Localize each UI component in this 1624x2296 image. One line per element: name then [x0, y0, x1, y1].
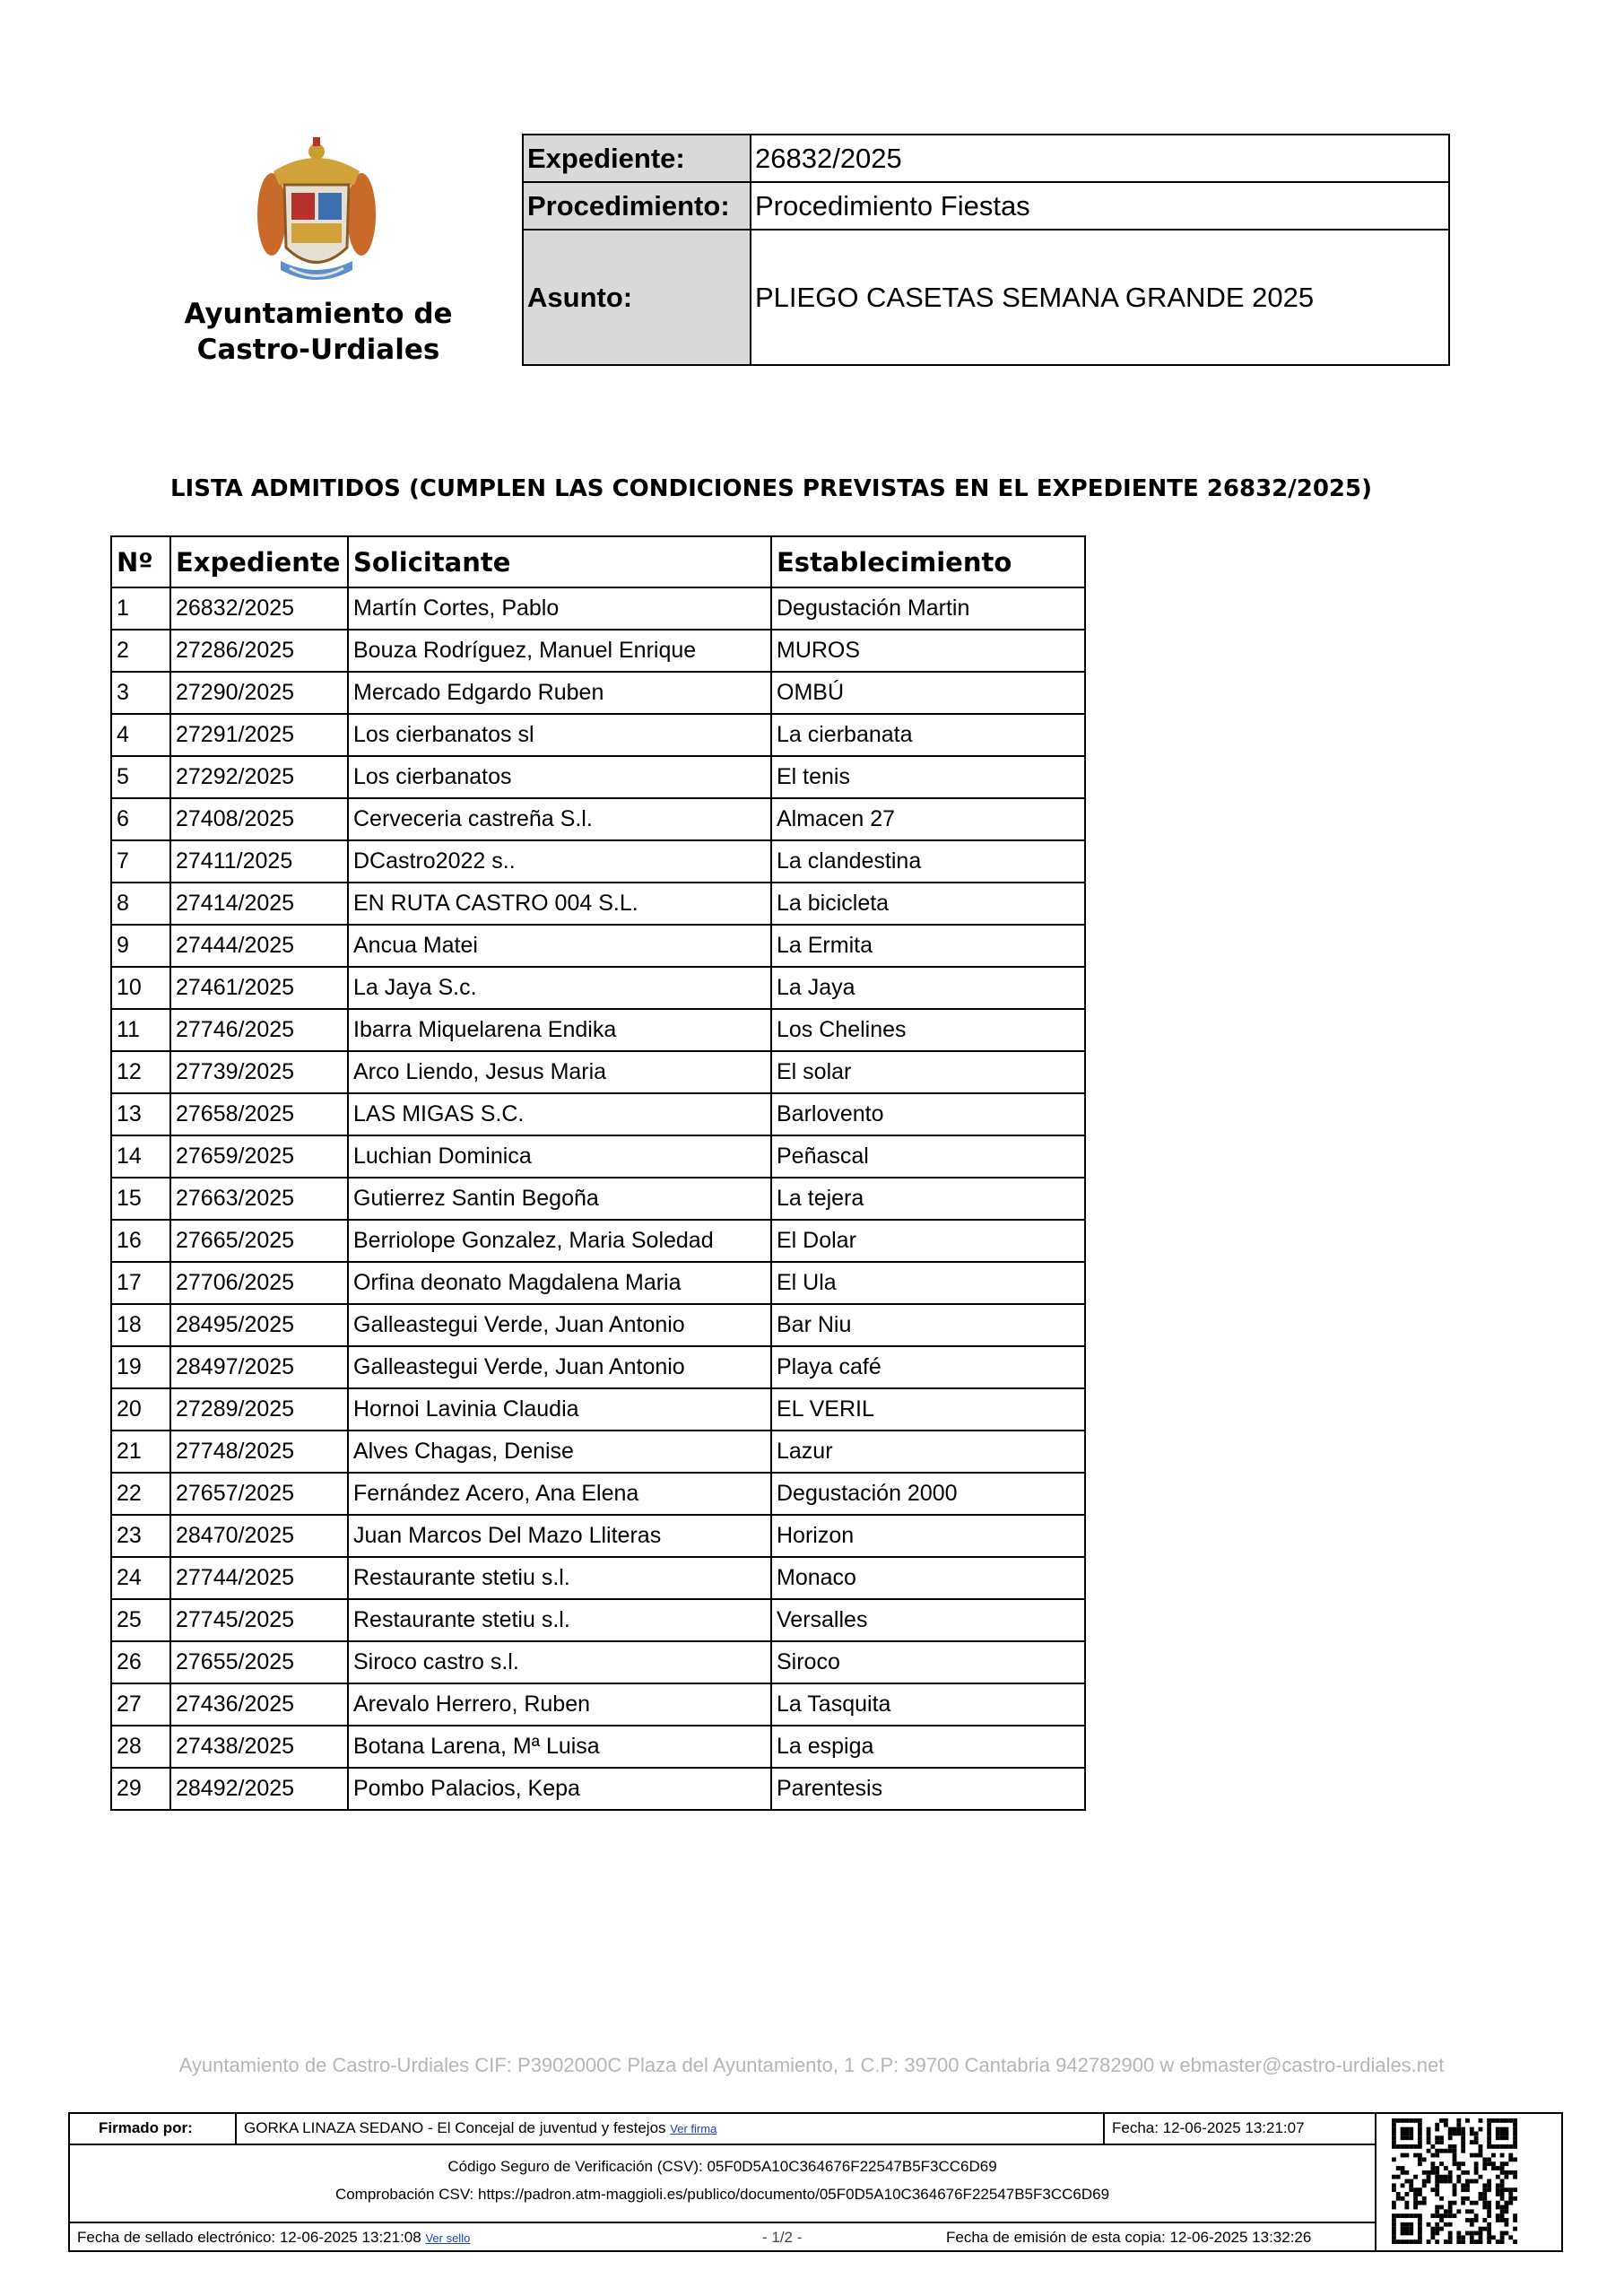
header-label: Expediente:: [523, 135, 751, 182]
row-solicitante: Restaurante stetiu s.l.: [348, 1599, 771, 1641]
row-number: 15: [111, 1178, 170, 1220]
row-solicitante: Berriolope Gonzalez, Maria Soledad: [348, 1220, 771, 1262]
footer-address: Ayuntamiento de Castro-Urdiales CIF: P3902000C Plaza del Ayuntamiento, 1 C.P: 39700 Cantabria 942782900 w ebmaster@castro-urdiales.net: [178, 2054, 1445, 2076]
row-expediente: 27292/2025: [170, 756, 348, 798]
row-number: 8: [111, 883, 170, 925]
row-number: 12: [111, 1051, 170, 1093]
row-solicitante: Bouza Rodríguez, Manuel Enrique: [348, 630, 771, 672]
row-establecimiento: El Dolar: [771, 1220, 1085, 1262]
table-row: [111, 1515, 1085, 1557]
row-expediente: 27739/2025: [170, 1051, 348, 1093]
row-establecimiento: Playa café: [771, 1346, 1085, 1388]
table-row: [111, 1683, 1085, 1726]
row-solicitante: La Jaya S.c.: [348, 967, 771, 1009]
row-solicitante: Juan Marcos Del Mazo Lliteras: [348, 1515, 771, 1557]
row-expediente: 27657/2025: [170, 1473, 348, 1515]
row-expediente: 27436/2025: [170, 1683, 348, 1726]
table-row: [111, 1641, 1085, 1683]
row-number: 4: [111, 714, 170, 756]
csv-verification-url[interactable]: Comprobación CSV: https://padron.atm-maggioli.es/publico/documento/05F0D5A10C364676F22547B5F3CC6D69: [334, 2186, 1110, 2203]
column-header: Establecimiento: [771, 536, 1085, 587]
table-row: [111, 1557, 1085, 1599]
page-number: - 1/2 -: [762, 2229, 803, 2246]
table-header-row: [111, 536, 1085, 587]
row-solicitante: Ibarra Miquelarena Endika: [348, 1009, 771, 1051]
signature-box: [68, 2112, 1563, 2252]
row-number: 22: [111, 1473, 170, 1515]
row-number: 14: [111, 1135, 170, 1178]
row-expediente: 27655/2025: [170, 1641, 348, 1683]
table-row: [111, 1051, 1085, 1093]
row-solicitante: Botana Larena, Mª Luisa: [348, 1726, 771, 1768]
row-solicitante: Galleastegui Verde, Juan Antonio: [348, 1346, 771, 1388]
row-establecimiento: La Jaya: [771, 967, 1085, 1009]
row-establecimiento: El solar: [771, 1051, 1085, 1093]
column-header: Solicitante: [348, 536, 771, 587]
csv-code: Código Seguro de Verificación (CSV): 05F0D5A10C364676F22547B5F3CC6D69: [447, 2158, 997, 2175]
row-number: 23: [111, 1515, 170, 1557]
table-row: [111, 1093, 1085, 1135]
header-label: Asunto:: [523, 230, 751, 365]
verify-seal-link[interactable]: Ver sello: [425, 2231, 471, 2245]
table-body: [111, 587, 1085, 1810]
case-header-table: [522, 134, 1450, 366]
table-row: [111, 1009, 1085, 1051]
table-row: [111, 883, 1085, 925]
row-expediente: 28492/2025: [170, 1768, 348, 1810]
row-solicitante: Hornoi Lavinia Claudia: [348, 1388, 771, 1431]
row-expediente: 27745/2025: [170, 1599, 348, 1641]
header-label: Procedimiento:: [523, 182, 751, 230]
row-solicitante: Fernández Acero, Ana Elena: [348, 1473, 771, 1515]
table-row: [111, 967, 1085, 1009]
list-title: LISTA ADMITIDOS (CUMPLEN LAS CONDICIONES PREVISTAS EN EL EXPEDIENTE 26832/2025): [169, 475, 1372, 502]
signed-by-label: Firmado por:: [99, 2119, 193, 2136]
signer-text: GORKA LINAZA SEDANO - El Concejal de juventud y festejos: [244, 2119, 666, 2136]
row-solicitante: Arco Liendo, Jesus Maria: [348, 1051, 771, 1093]
row-solicitante: Ancua Matei: [348, 925, 771, 967]
table-row: [111, 1220, 1085, 1262]
row-establecimiento: Siroco: [771, 1641, 1085, 1683]
table-row: [111, 1388, 1085, 1431]
organization-name: [170, 296, 466, 368]
row-number: 20: [111, 1388, 170, 1431]
row-number: 19: [111, 1346, 170, 1388]
row-solicitante: DCastro2022 s..: [348, 840, 771, 883]
row-expediente: 28495/2025: [170, 1304, 348, 1346]
row-establecimiento: Horizon: [771, 1515, 1085, 1557]
copy-issue-date: Fecha de emisión de esta copia: 12-06-2025 13:32:26: [946, 2229, 1312, 2246]
header-row-asunto: [523, 230, 1449, 365]
row-establecimiento: MUROS: [771, 630, 1085, 672]
row-number: 6: [111, 798, 170, 840]
admitted-list-table: [110, 535, 1086, 1811]
row-solicitante: Los cierbanatos sl: [348, 714, 771, 756]
row-solicitante: Martín Cortes, Pablo: [348, 587, 771, 630]
row-number: 11: [111, 1009, 170, 1051]
row-establecimiento: La Ermita: [771, 925, 1085, 967]
row-establecimiento: Parentesis: [771, 1768, 1085, 1810]
table-row: [111, 756, 1085, 798]
row-number: 13: [111, 1093, 170, 1135]
row-number: 27: [111, 1683, 170, 1726]
table-row: [111, 840, 1085, 883]
row-expediente: 27414/2025: [170, 883, 348, 925]
row-establecimiento: El tenis: [771, 756, 1085, 798]
row-solicitante: Cerveceria castreña S.l.: [348, 798, 771, 840]
row-expediente: 27748/2025: [170, 1431, 348, 1473]
row-number: 9: [111, 925, 170, 967]
row-solicitante: Restaurante stetiu s.l.: [348, 1557, 771, 1599]
table-row: [111, 925, 1085, 967]
row-solicitante: Pombo Palacios, Kepa: [348, 1768, 771, 1810]
table-row: [111, 630, 1085, 672]
row-expediente: 27444/2025: [170, 925, 348, 967]
row-establecimiento: Los Chelines: [771, 1009, 1085, 1051]
row-number: 29: [111, 1768, 170, 1810]
row-number: 25: [111, 1599, 170, 1641]
coat-of-arms-icon: [254, 135, 379, 292]
table-row: [111, 1768, 1085, 1810]
row-establecimiento: La Tasquita: [771, 1683, 1085, 1726]
row-solicitante: LAS MIGAS S.C.: [348, 1093, 771, 1135]
row-expediente: 27461/2025: [170, 967, 348, 1009]
row-expediente: 27744/2025: [170, 1557, 348, 1599]
row-expediente: 27290/2025: [170, 672, 348, 714]
row-expediente: 26832/2025: [170, 587, 348, 630]
row-expediente: 27291/2025: [170, 714, 348, 756]
table-row: [111, 1599, 1085, 1641]
signature-date: Fecha: 12-06-2025 13:21:07: [1112, 2119, 1305, 2136]
table-row: [111, 1304, 1085, 1346]
row-establecimiento: Degustación 2000: [771, 1473, 1085, 1515]
row-number: 2: [111, 630, 170, 672]
row-establecimiento: Monaco: [771, 1557, 1085, 1599]
row-solicitante: Luchian Dominica: [348, 1135, 771, 1178]
column-header: Nº: [111, 536, 170, 587]
row-establecimiento: La bicicleta: [771, 883, 1085, 925]
row-establecimiento: La espiga: [771, 1726, 1085, 1768]
table-row: [111, 798, 1085, 840]
row-establecimiento: EL VERIL: [771, 1388, 1085, 1431]
table-row: [111, 714, 1085, 756]
row-expediente: 27408/2025: [170, 798, 348, 840]
row-establecimiento: El Ula: [771, 1262, 1085, 1304]
table-row: [111, 1178, 1085, 1220]
header-value: 26832/2025: [751, 135, 1449, 182]
header-value: PLIEGO CASETAS SEMANA GRANDE 2025: [751, 230, 1449, 365]
signer-name: [244, 2119, 716, 2137]
row-solicitante: Galleastegui Verde, Juan Antonio: [348, 1304, 771, 1346]
row-number: 1: [111, 587, 170, 630]
row-solicitante: Mercado Edgardo Ruben: [348, 672, 771, 714]
row-establecimiento: La clandestina: [771, 840, 1085, 883]
table-row: [111, 1262, 1085, 1304]
row-expediente: 27665/2025: [170, 1220, 348, 1262]
row-number: 17: [111, 1262, 170, 1304]
row-number: 3: [111, 672, 170, 714]
header-row-procedimiento: [523, 182, 1449, 230]
table-row: [111, 672, 1085, 714]
row-number: 7: [111, 840, 170, 883]
row-number: 10: [111, 967, 170, 1009]
row-solicitante: Arevalo Herrero, Ruben: [348, 1683, 771, 1726]
row-expediente: 27659/2025: [170, 1135, 348, 1178]
row-expediente: 28470/2025: [170, 1515, 348, 1557]
row-establecimiento: OMBÚ: [771, 672, 1085, 714]
qr-code-icon: [1392, 2118, 1517, 2244]
row-establecimiento: Barlovento: [771, 1093, 1085, 1135]
table-row: [111, 1726, 1085, 1768]
row-solicitante: Orfina deonato Magdalena Maria: [348, 1262, 771, 1304]
table-row: [111, 1135, 1085, 1178]
row-expediente: 27746/2025: [170, 1009, 348, 1051]
row-establecimiento: Degustación Martin: [771, 587, 1085, 630]
seal-date-text: Fecha de sellado electrónico: 12-06-2025 13:21:08: [77, 2229, 421, 2246]
row-solicitante: Gutierrez Santin Begoña: [348, 1178, 771, 1220]
row-expediente: 27663/2025: [170, 1178, 348, 1220]
row-solicitante: Siroco castro s.l.: [348, 1641, 771, 1683]
row-expediente: 27438/2025: [170, 1726, 348, 1768]
row-expediente: 27658/2025: [170, 1093, 348, 1135]
row-establecimiento: Almacen 27: [771, 798, 1085, 840]
header-row-expediente: [523, 135, 1449, 182]
row-establecimiento: Lazur: [771, 1431, 1085, 1473]
row-expediente: 27286/2025: [170, 630, 348, 672]
row-number: 24: [111, 1557, 170, 1599]
row-number: 21: [111, 1431, 170, 1473]
row-establecimiento: Peñascal: [771, 1135, 1085, 1178]
row-number: 5: [111, 756, 170, 798]
verify-signature-link[interactable]: Ver firma: [670, 2122, 717, 2135]
row-establecimiento: Bar Niu: [771, 1304, 1085, 1346]
row-expediente: 27706/2025: [170, 1262, 348, 1304]
row-solicitante: Alves Chagas, Denise: [348, 1431, 771, 1473]
row-number: 28: [111, 1726, 170, 1768]
header-value: Procedimiento Fiestas: [751, 182, 1449, 230]
table-row: [111, 1431, 1085, 1473]
row-number: 26: [111, 1641, 170, 1683]
row-establecimiento: La cierbanata: [771, 714, 1085, 756]
table-row: [111, 1473, 1085, 1515]
row-establecimiento: La tejera: [771, 1178, 1085, 1220]
column-header: Expediente: [170, 536, 348, 587]
row-expediente: 27289/2025: [170, 1388, 348, 1431]
organization-name-line1: Ayuntamiento de: [184, 298, 453, 330]
row-expediente: 27411/2025: [170, 840, 348, 883]
row-solicitante: Los cierbanatos: [348, 756, 771, 798]
row-number: 18: [111, 1304, 170, 1346]
seal-date: [77, 2229, 470, 2247]
table-row: [111, 587, 1085, 630]
organization-name-line2: Castro-Urdiales: [196, 334, 440, 366]
table-row: [111, 1346, 1085, 1388]
row-number: 16: [111, 1220, 170, 1262]
row-expediente: 28497/2025: [170, 1346, 348, 1388]
row-establecimiento: Versalles: [771, 1599, 1085, 1641]
row-solicitante: EN RUTA CASTRO 004 S.L.: [348, 883, 771, 925]
